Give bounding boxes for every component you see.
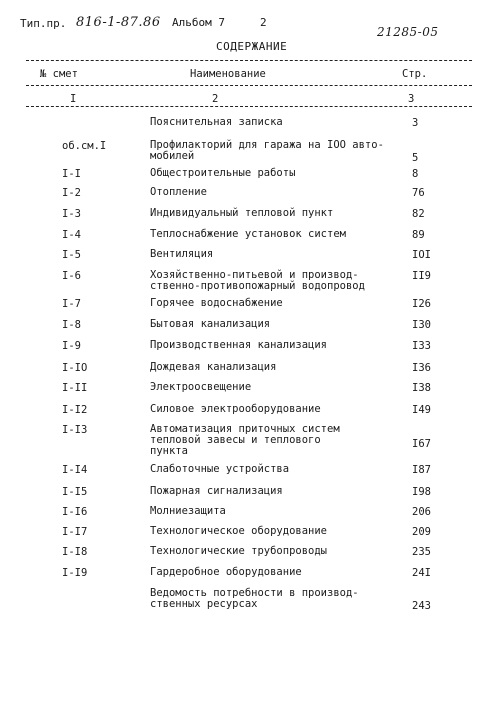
row-page: I98: [412, 486, 431, 498]
row-page: II9: [412, 270, 431, 282]
row-page: 206: [412, 506, 431, 518]
row-name-line: Пояснительная записка: [150, 116, 283, 128]
row-number: I-7: [62, 298, 81, 310]
row-name: [150, 319, 270, 330]
row-number: I-8: [62, 319, 81, 331]
row-page: I36: [412, 362, 431, 374]
project-number: 816-1-87.86: [76, 15, 161, 30]
row-page: I38: [412, 382, 431, 394]
row-name-line: Пожарная сигнализация: [150, 485, 283, 497]
row-name-line: Силовое электрооборудование: [150, 403, 321, 415]
row-page: I26: [412, 298, 431, 310]
row-page: 235: [412, 546, 431, 558]
row-number: I-II: [62, 382, 88, 394]
row-name-line: Автоматизация приточных систем: [150, 423, 340, 435]
row-name: [150, 567, 302, 578]
column-index-page: 3: [408, 93, 415, 105]
row-page: I87: [412, 464, 431, 476]
row-name-line: Гардеробное оборудование: [150, 566, 302, 578]
row-name-line: Электроосвещение: [150, 381, 252, 393]
row-name: [150, 187, 207, 198]
row-name-line: Технологическое оборудование: [150, 525, 328, 537]
row-name: [150, 362, 276, 373]
row-page: 24I: [412, 567, 431, 579]
row-name-line: Дождевая канализация: [150, 361, 277, 373]
album-label: Альбом 7: [172, 16, 225, 29]
row-name-line: мобилей: [150, 150, 195, 162]
row-page: 76: [412, 187, 425, 199]
row-number: I-5: [62, 249, 81, 261]
row-name-line: Горячее водоснабжение: [150, 297, 283, 309]
row-name: [150, 249, 213, 260]
row-number: I-I9: [62, 567, 88, 579]
row-page: I33: [412, 340, 431, 352]
row-name: [150, 298, 283, 309]
row-number: I-I2: [62, 404, 88, 416]
row-number: I-I8: [62, 546, 88, 558]
header-prefix: Тип.пр.: [20, 17, 67, 30]
page-number: 2: [260, 16, 267, 29]
row-page: I67: [412, 438, 431, 450]
row-number: I-3: [62, 208, 81, 220]
column-header-number: № смет: [40, 68, 78, 80]
row-name-line: Теплоснабжение установок систем: [150, 228, 346, 240]
row-number: I-4: [62, 229, 81, 241]
row-name-line: Производственная канализация: [150, 339, 328, 351]
row-number: I-I3: [62, 424, 88, 436]
row-page: 243: [412, 600, 431, 612]
row-number: I-6: [62, 270, 81, 282]
row-name: [150, 168, 295, 179]
row-name: [150, 588, 359, 610]
row-name-line: ственно-противопожарный водопровод: [150, 280, 365, 292]
row-name: [150, 229, 346, 240]
row-name-line: Бытовая канализация: [150, 318, 271, 330]
table-top-rule: [26, 60, 472, 61]
row-page: I49: [412, 404, 431, 416]
row-name-line: Профилакторий для гаража на IOO авто-: [150, 139, 384, 151]
row-name-line: Отопление: [150, 186, 207, 198]
row-number: I-I: [62, 168, 81, 180]
row-number: I-I5: [62, 486, 88, 498]
row-number: I-9: [62, 340, 81, 352]
row-name: [150, 404, 321, 415]
row-page: I30: [412, 319, 431, 331]
row-name-line: Молниезащита: [150, 505, 226, 517]
row-number: I-I6: [62, 506, 88, 518]
row-number: I-2: [62, 187, 81, 199]
row-name: [150, 140, 384, 162]
row-number: I-IO: [62, 362, 88, 374]
row-name: [150, 208, 333, 219]
row-name-line: Ведомость потребности в производ-: [150, 587, 359, 599]
row-page: 5: [412, 152, 419, 164]
row-page: 3: [412, 117, 419, 129]
row-name: [150, 464, 289, 475]
document-code: 21285-05: [377, 25, 439, 39]
row-name-line: ственных ресурсах: [150, 598, 258, 610]
row-name-line: Индивидуальный тепловой пункт: [150, 207, 334, 219]
row-name: [150, 506, 226, 517]
row-name: [150, 382, 251, 393]
row-name-line: Хозяйственно-питьевой и производ-: [150, 269, 359, 281]
row-name: [150, 546, 327, 557]
row-number: I-I4: [62, 464, 88, 476]
row-name: [150, 117, 283, 128]
row-number: I-I7: [62, 526, 88, 538]
header-divider-rule: [26, 85, 472, 86]
row-name-line: Технологические трубопроводы: [150, 545, 328, 557]
row-name-line: Общестроительные работы: [150, 167, 296, 179]
page-title: СОДЕРЖАНИЕ: [216, 40, 288, 53]
column-index-name: 2: [212, 93, 219, 105]
column-header-page: Стр.: [402, 68, 428, 80]
row-name-line: пункта: [150, 445, 188, 457]
row-page: IOI: [412, 249, 431, 261]
row-page: 82: [412, 208, 425, 220]
row-name: [150, 526, 327, 537]
row-number: об.см.I: [62, 140, 107, 152]
row-page: 89: [412, 229, 425, 241]
row-page: 8: [412, 168, 419, 180]
column-header-name: Наименование: [190, 68, 266, 80]
column-index-number: I: [70, 93, 77, 105]
row-page: 209: [412, 526, 431, 538]
row-name: [150, 486, 283, 497]
row-name: [150, 340, 327, 351]
index-divider-rule: [26, 106, 472, 107]
row-name-line: тепловой завесы и теплового: [150, 434, 321, 446]
row-name: [150, 424, 340, 457]
row-name-line: Вентиляция: [150, 248, 214, 260]
row-name-line: Слаботочные устройства: [150, 463, 290, 475]
row-name: [150, 270, 365, 292]
